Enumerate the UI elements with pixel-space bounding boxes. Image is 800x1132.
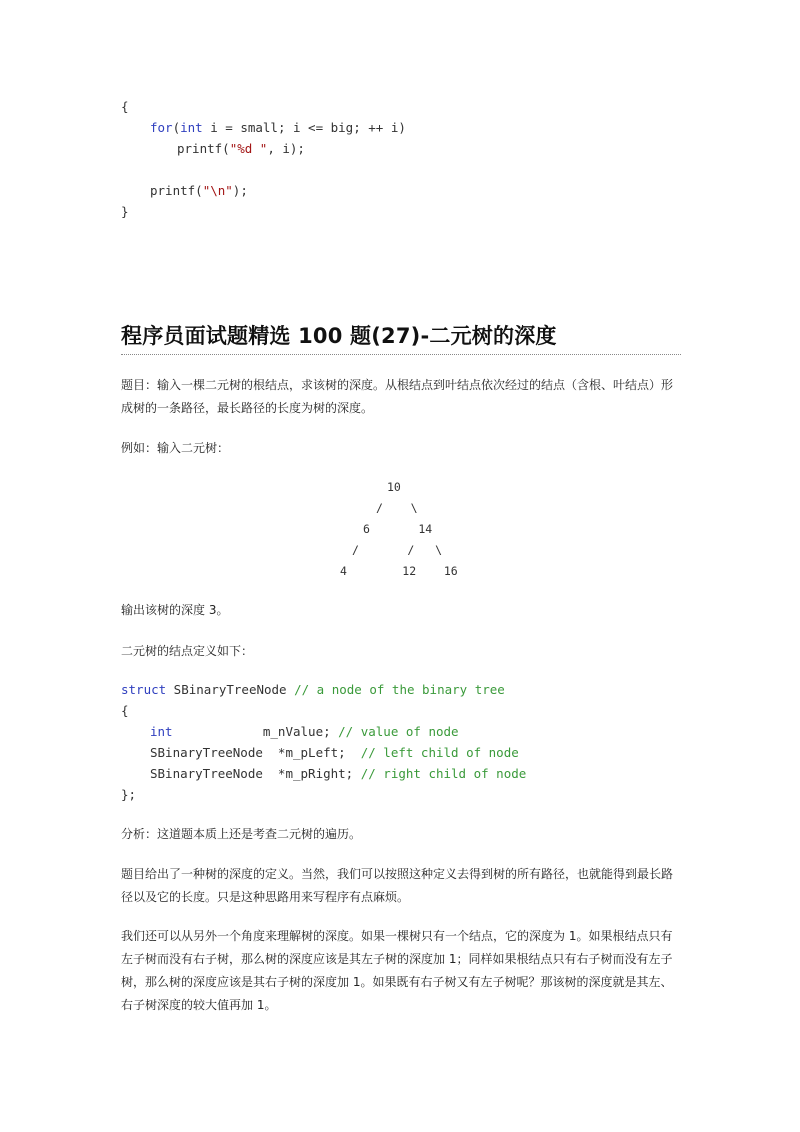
code-line (121, 703, 129, 719)
code-line (121, 787, 136, 803)
tree-level2-nodes: 6 14 (363, 522, 433, 536)
example-intro: 例如：输入二元树： (121, 441, 230, 455)
code-string: "\n" (202, 183, 233, 198)
code-line (121, 99, 129, 115)
title-divider (121, 354, 681, 355)
code-text: { (121, 703, 129, 718)
code-line (150, 724, 459, 740)
code-text: ( (172, 120, 181, 135)
code-text: i = small; i <= big; ++ i) (202, 120, 406, 135)
code-keyword: int (180, 120, 203, 135)
code-text: SBinaryTreeNode (166, 682, 295, 697)
definition-paragraph: 题目给出了一种树的深度的定义。当然，我们可以按照这种定义去得到树的所有路径，也就能得到最长路径以及它的长度。只是这种思路用来写程序有点麻烦。 (121, 867, 674, 904)
tree-root: 10 (387, 480, 401, 494)
tree-edges-level1: / \ (376, 501, 418, 515)
code-text: printf( (150, 183, 203, 198)
code-line (150, 745, 519, 761)
code-text: printf( (177, 141, 230, 156)
code-string: "%d " (229, 141, 268, 156)
tree-edges-level2: / / \ (352, 543, 443, 557)
code-keyword: struct (121, 682, 167, 697)
code-comment: // a node of the binary tree (294, 682, 505, 697)
code-comment: // right child of node (360, 766, 527, 781)
tree-level3-nodes: 4 12 16 (340, 564, 458, 578)
code-comment: // left child of node (360, 745, 519, 760)
analysis-paragraph: 分析：这道题本质上还是考查二元树的遍历。 (121, 827, 362, 841)
code-line (150, 120, 406, 136)
section-title: 程序员面试题精选 100 题(27)-二元树的深度 (121, 324, 557, 348)
problem-statement: 题目：输入一棵二元树的根结点，求该树的深度。从根结点到叶结点依次经过的结点（含根、叶结点）形成树的一条路径，最长路径的长度为树的深度。 (121, 378, 674, 415)
code-line (121, 682, 505, 698)
code-text: } (121, 204, 129, 219)
code-line (150, 766, 526, 782)
code-text: m_nValue; (172, 724, 339, 739)
output-depth: 输出该树的深度 3。 (121, 603, 229, 617)
code-text: { (121, 99, 129, 114)
code-line (177, 141, 305, 157)
code-text: SBinaryTreeNode *m_pLeft; (150, 745, 361, 760)
code-text: }; (121, 787, 137, 802)
struct-intro: 二元树的结点定义如下： (121, 644, 254, 658)
code-line (121, 204, 129, 220)
code-line (150, 183, 248, 199)
code-text: , i); (267, 141, 305, 156)
code-text: ); (232, 183, 248, 198)
code-comment: // value of node (338, 724, 459, 739)
code-text: SBinaryTreeNode *m_pRight; (150, 766, 361, 781)
code-keyword: int (150, 724, 173, 739)
recursive-explanation: 我们还可以从另外一个角度来理解树的深度。如果一棵树只有一个结点，它的深度为 1。如果根结点只有左子树而没有右子树，那么树的深度应该是其左子树的深度加 1；同样如果根结点只有右子树而没有左子树，那么树的深度应该是其右子树的深度加 1。如果既有右子树又有左子树呢？那该树的深度就是其左、右子树深度的较大值再加 1。 (121, 929, 673, 1012)
code-keyword: for (150, 120, 173, 135)
